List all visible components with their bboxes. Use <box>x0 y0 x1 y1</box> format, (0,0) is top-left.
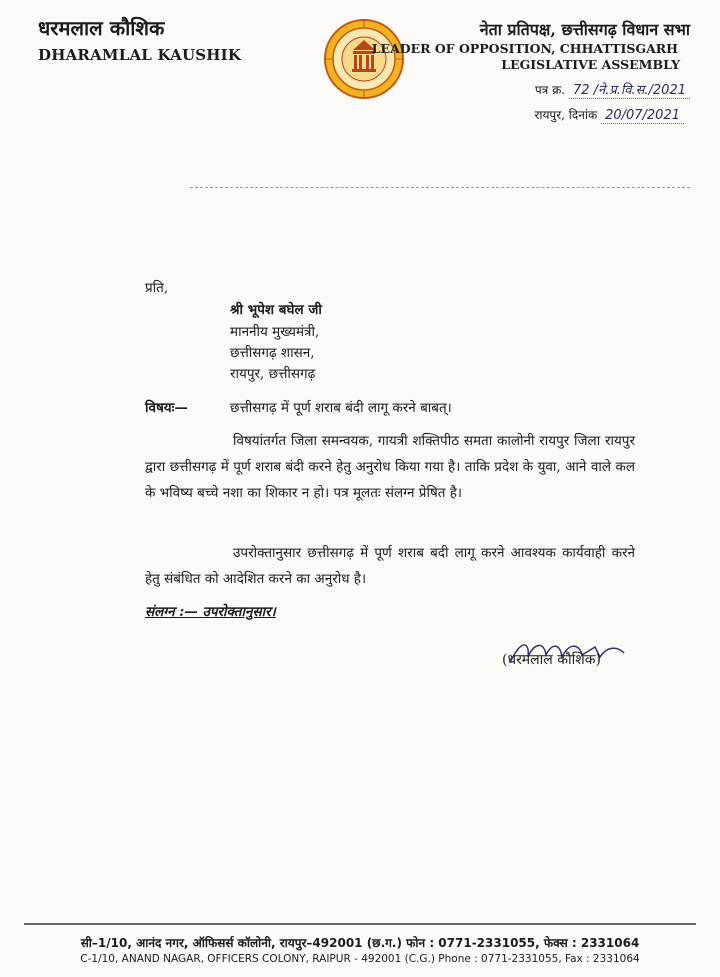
signatory-name: (धरमलाल कौशिक) <box>502 652 601 668</box>
enclosure-note: संलग्न :— उपरोक्तानुसार। <box>145 604 276 620</box>
subject-text: छत्तीसगढ़ में पूर्ण शराब बंदी लागू करने बाबत्। <box>230 400 452 416</box>
recipient-department: छत्तीसगढ़ शासन, <box>230 345 315 361</box>
recipient-designation: माननीय मुख्यमंत्री, <box>230 324 320 340</box>
office-title-hindi: नेता प्रतिपक्ष, छत्तीसगढ़ विधान सभा <box>479 20 690 39</box>
subject-label: विषयः— <box>145 400 188 416</box>
recipient-name: श्री भूपेश बघेल जी <box>230 302 322 318</box>
letter-date <box>534 106 684 123</box>
header-divider <box>190 187 690 188</box>
footer-divider <box>24 923 696 925</box>
sender-name-english: DHARAMLAL KAUSHIK <box>38 46 242 64</box>
reference-number <box>535 80 690 98</box>
salutation: प्रति, <box>145 280 169 296</box>
office-title-english: LEADER OF OPPOSITION, CHHATTISGARH <box>371 41 678 56</box>
footer-address-english: C-1/10, ANAND NAGAR, OFFICERS COLONY, RAIPUR - 492001 (C.G.) Phone : 0771-2331055, Fax : 2331064 <box>80 953 640 965</box>
date-label: रायपुर, दिनांक <box>534 108 598 122</box>
body-paragraph-2: उपरोक्तानुसार छत्तीसगढ़ में पूर्ण शराब बदी लागू करने आवश्यक कार्यवाही करने हेतु संबंधित को आदेशित करने का अनुरोध है। <box>145 545 635 587</box>
recipient-city: रायपुर, छत्तीसगढ़ <box>230 366 316 382</box>
body-paragraph-1: विषयांतर्गत जिला समन्वयक, गायत्री शक्तिपीठ समता कालोनी रायपुर जिला रायपुर द्वारा छत्तीसगढ़ में पूर्ण शराब बंदी करने हेतु अनुरोध किया गया है। ताकि प्रदेश के युवा, आने वाले कल के भविष्य बच्चे नशा का शिकार न हो। पत्र मूलतः संलग्न प्रेषित है। <box>145 433 635 501</box>
assembly-seal-icon <box>323 18 405 100</box>
office-title-english-line2: LEGISLATIVE ASSEMBLY <box>501 57 680 72</box>
reference-label: पत्र क्र. <box>534 83 566 97</box>
reference-value: 72 /ने.प्र.वि.स./2021 <box>569 83 690 99</box>
date-value: 20/07/2021 <box>601 108 684 124</box>
sender-name-hindi: धरमलाल कौशिक <box>38 16 165 40</box>
footer-address-hindi: सी–1/10, आनंद नगर, ऑफिसर्स कॉलोनी, रायपुर–492001 (छ.ग.) फोन : 0771-2331055, फेक्स : 2331064 <box>80 936 640 950</box>
